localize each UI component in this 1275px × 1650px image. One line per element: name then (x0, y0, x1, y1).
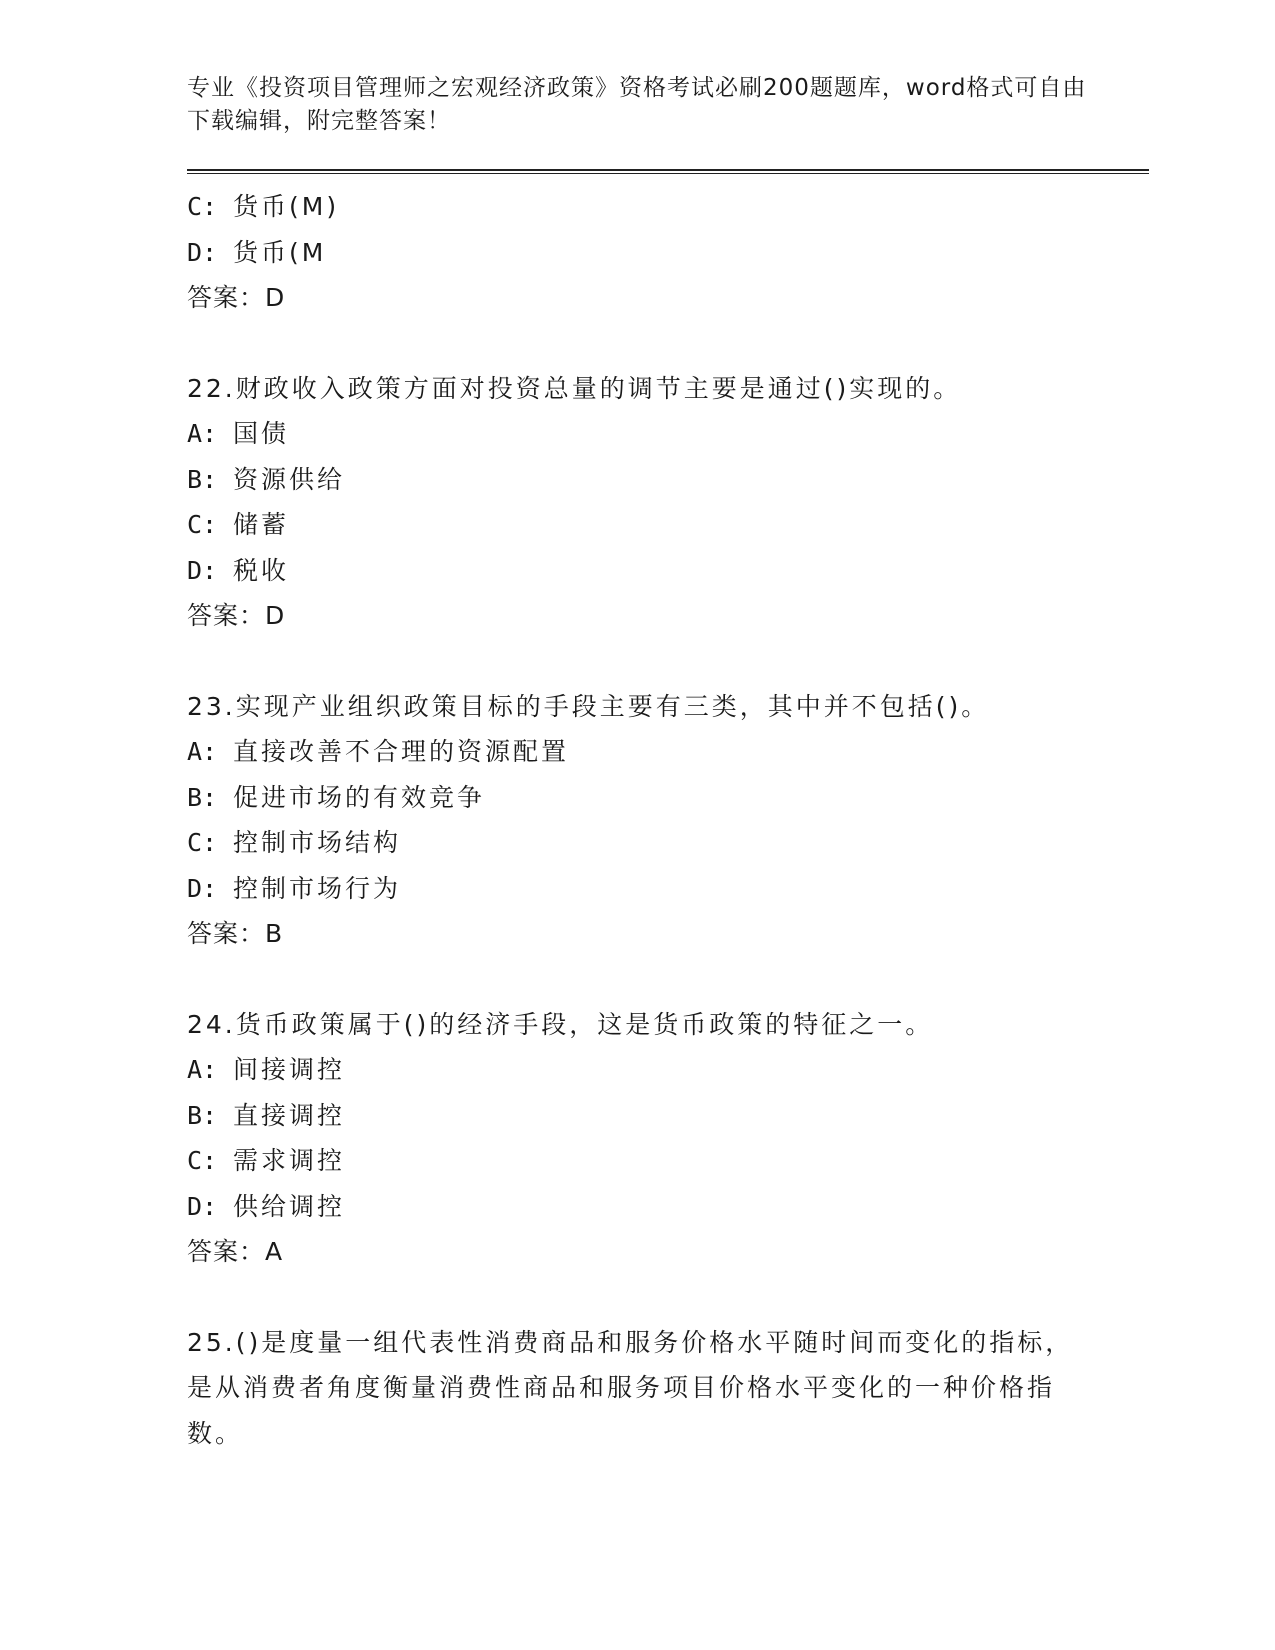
partial-question (187, 184, 1147, 321)
option-d (187, 866, 1147, 912)
option-letter: D: (187, 873, 218, 903)
option-letter: D: (187, 555, 218, 585)
option-letter: B: (187, 464, 218, 494)
option-text: 促进市场的有效竞争 (233, 782, 486, 812)
option-c (187, 820, 1147, 866)
question-24 (187, 1002, 1147, 1275)
question-stem: 23.实现产业组织政策目标的手段主要有三类，其中并不包括()。 (187, 691, 990, 721)
option-text: 资源供给 (233, 464, 346, 494)
option-text: 控制市场行为 (233, 873, 402, 903)
document-content (187, 184, 1147, 1456)
option-text: 税收 (233, 555, 290, 585)
option-b (187, 1093, 1147, 1139)
option-text: 直接调控 (233, 1100, 346, 1130)
option-text: 直接改善不合理的资源配置 (233, 737, 570, 766)
option-letter: C: (187, 192, 218, 221)
header-divider (187, 169, 1149, 174)
option-letter: D: (187, 1191, 218, 1221)
option-letter: A: (187, 419, 218, 448)
question-stem: 22.财政收入政策方面对投资总量的调节主要是通过()实现的。 (187, 373, 962, 403)
document-header: 专业《投资项目管理师之宏观经济政策》资格考试必刷200题题库，word格式可自由下载编辑，附完整答案！ (187, 75, 1087, 134)
option-d (187, 230, 1147, 276)
option-letter: C: (187, 510, 218, 539)
question-23 (187, 684, 1147, 957)
option-text: 储蓄 (233, 510, 290, 539)
document-page (187, 72, 1147, 1456)
answer-line: 答案：B (187, 919, 284, 948)
option-b (187, 775, 1147, 821)
option-letter: C: (187, 1146, 218, 1175)
option-text: 间接调控 (233, 1055, 346, 1084)
answer-line: 答案：D (187, 601, 286, 630)
option-a (187, 1047, 1147, 1093)
option-text: 货币(M (233, 237, 327, 267)
option-letter: B: (187, 782, 218, 812)
question-25 (187, 1320, 1147, 1457)
option-letter: C: (187, 828, 218, 857)
option-a (187, 411, 1147, 457)
option-c (187, 1138, 1147, 1184)
option-letter: D: (187, 237, 218, 267)
option-letter: A: (187, 737, 218, 766)
option-text: 控制市场结构 (233, 828, 402, 857)
answer-line: 答案：D (187, 283, 286, 312)
option-text: 需求调控 (233, 1146, 346, 1175)
option-c (187, 184, 1147, 230)
question-stem: 24.货币政策属于()的经济手段，这是货币政策的特征之一。 (187, 1009, 934, 1039)
option-a (187, 729, 1147, 775)
option-text: 供给调控 (233, 1191, 346, 1221)
option-d (187, 548, 1147, 594)
option-text: 国债 (233, 419, 290, 448)
option-text: 货币(M) (233, 192, 340, 221)
option-d (187, 1184, 1147, 1230)
option-letter: A: (187, 1055, 218, 1084)
option-c (187, 502, 1147, 548)
answer-line: 答案：A (187, 1237, 284, 1266)
question-22 (187, 366, 1147, 639)
option-letter: B: (187, 1100, 218, 1130)
question-stem: 25.()是度量一组代表性消费商品和服务价格水平随时间而变化的指标，是从消费者角度衡量消费性商品和服务项目价格水平变化的一种价格指数。 (187, 1327, 1074, 1448)
option-b (187, 457, 1147, 503)
